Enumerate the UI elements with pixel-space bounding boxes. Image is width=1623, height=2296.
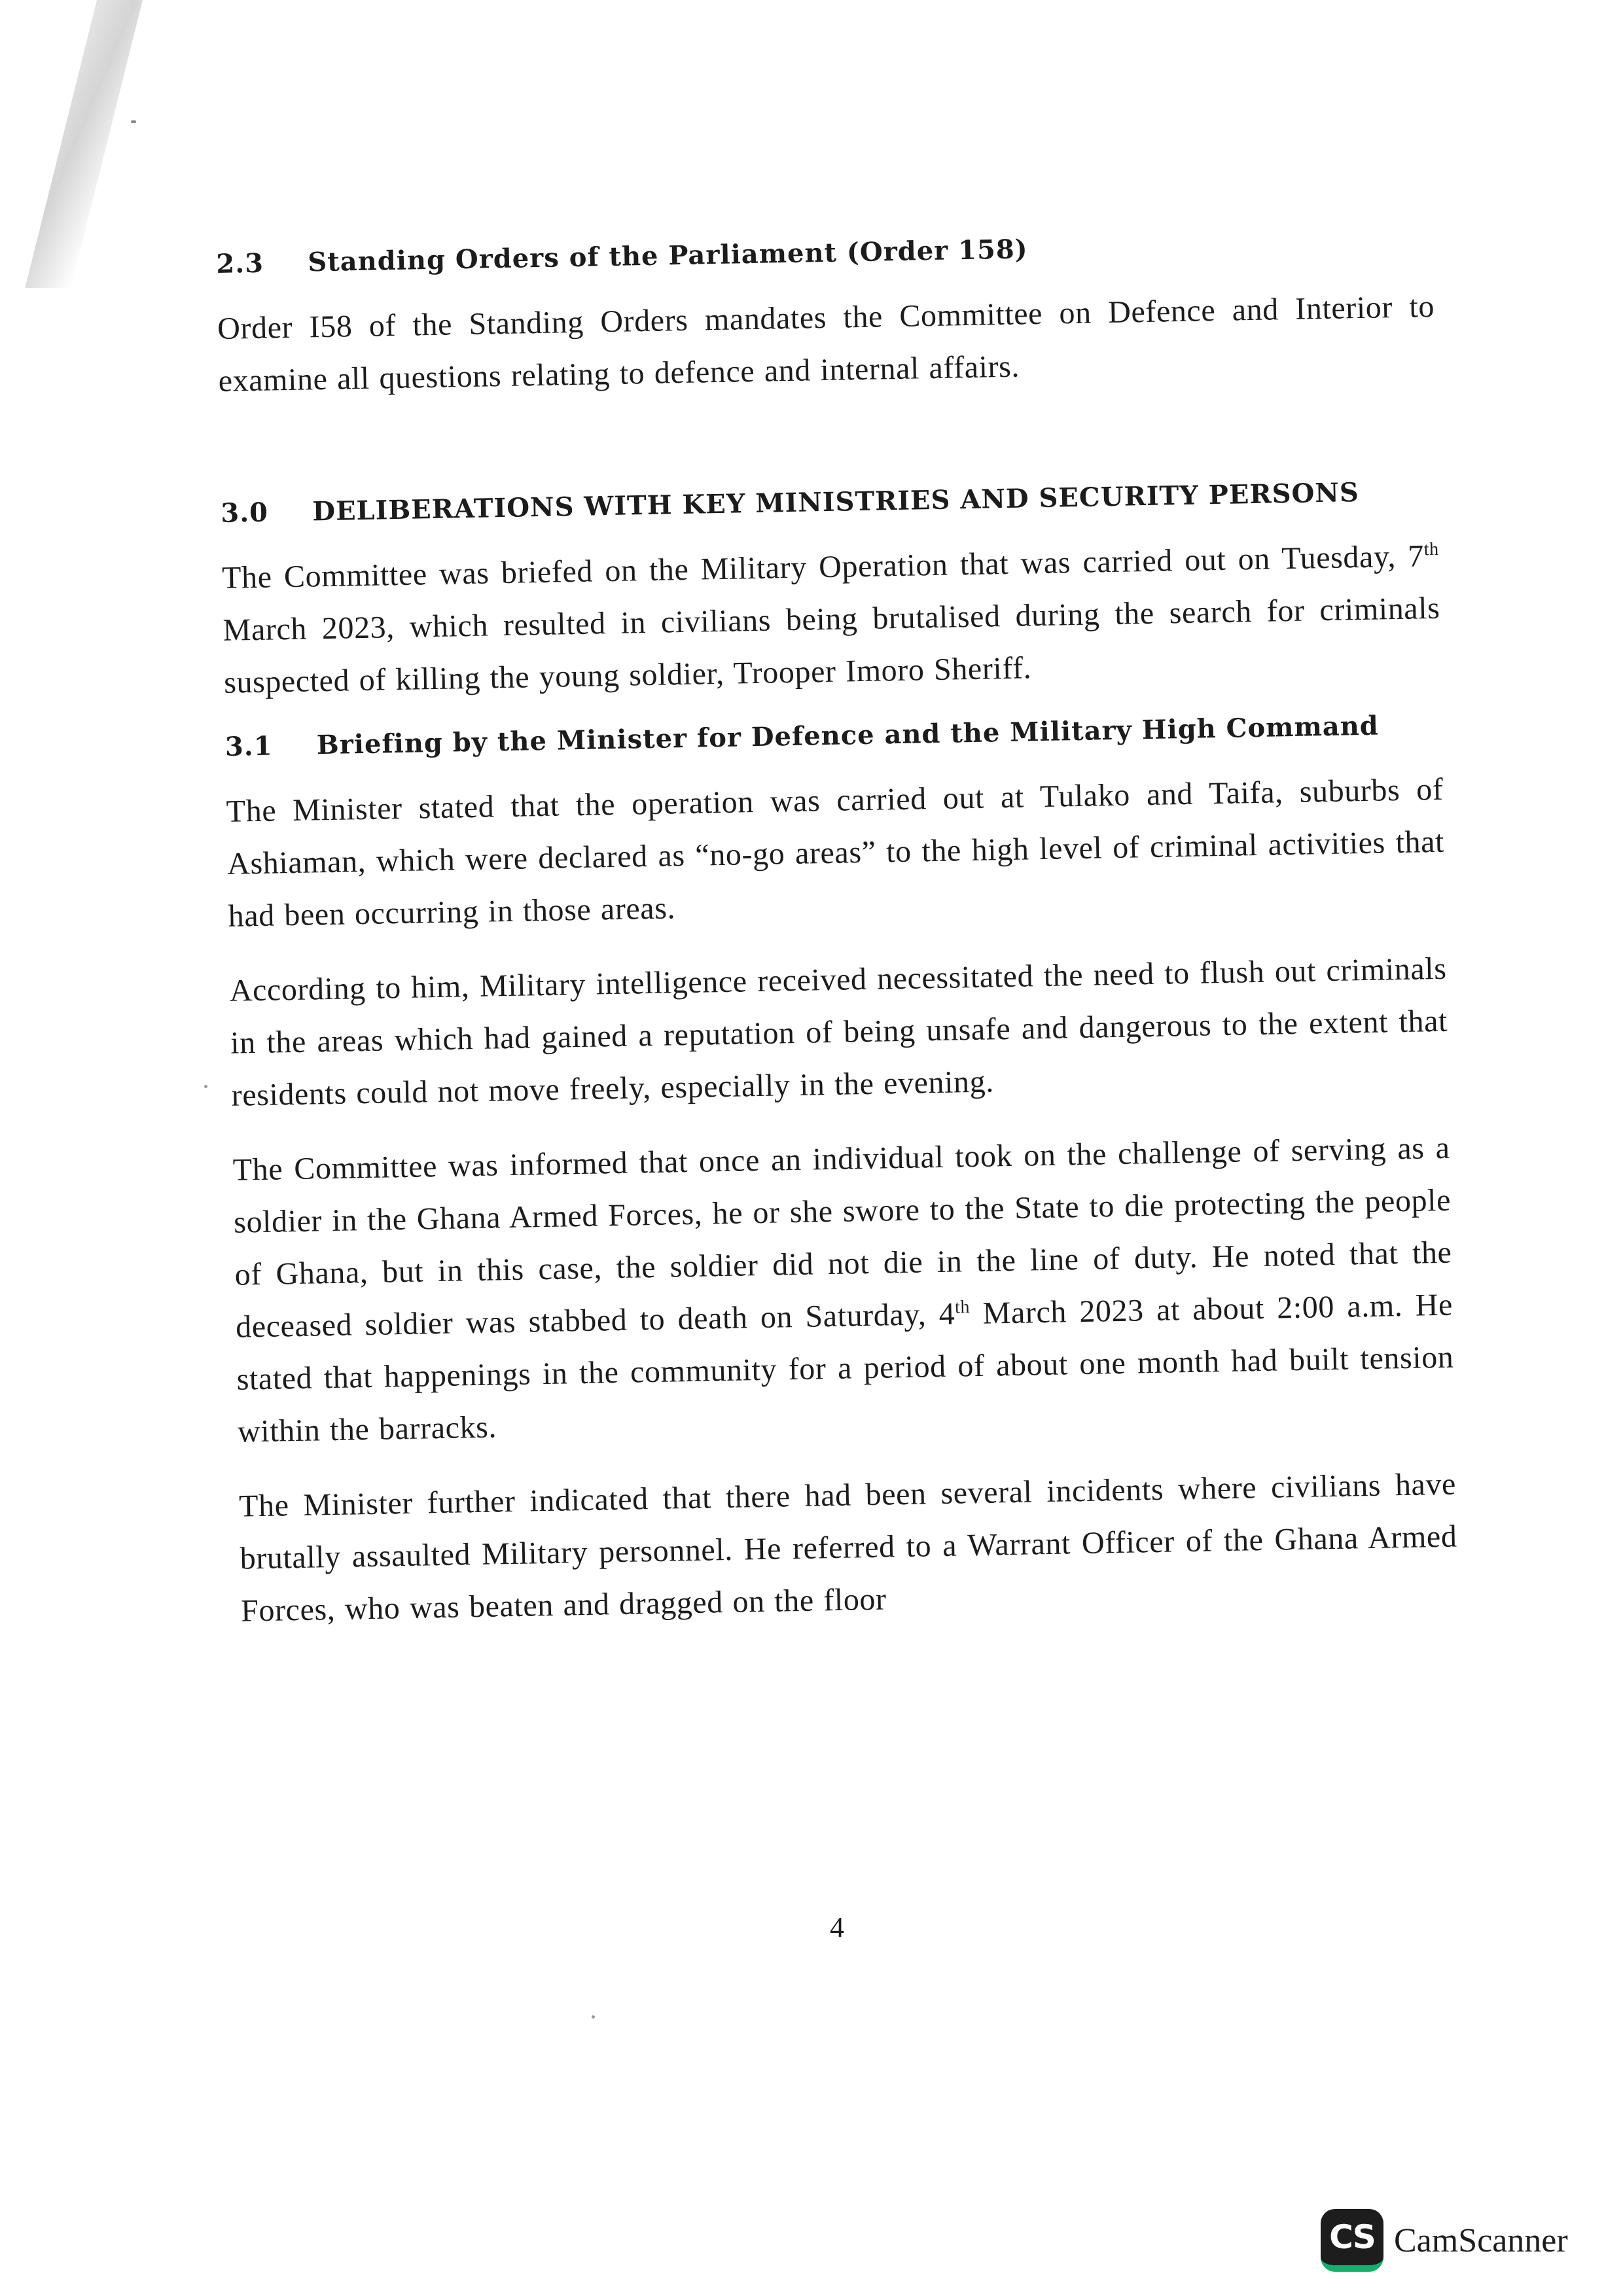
paragraph: The Committee was informed that once an individual took on the challenge of serving as a soldier in the Ghana Armed Forces, he or she swore to the State to die protecting the people of Ghana, but in this case, the soldier did not die in the line of duty. He noted that the deceased soldier was stabbed to death on Saturday, 4th March 2023 at about 2:00 a.m. He stated that happenings in the community for a period of about one month had built tension within the barracks. — [232, 1130, 1454, 1449]
camscanner-name: CamScanner — [1394, 2221, 1568, 2259]
page-number: 4 — [830, 1911, 844, 1943]
ordinal-suffix: th — [954, 1297, 971, 1318]
ordinal-suffix: th — [1423, 539, 1440, 560]
section-number: 3.1 — [224, 730, 273, 762]
document-page — [216, 226, 1459, 1660]
scan-speck — [204, 1085, 207, 1088]
camscanner-logo: CS — [1321, 2209, 1383, 2272]
section-title: Briefing by the Minister for Defence and the Military High Command — [316, 710, 1380, 761]
section-number: 2.3 — [216, 247, 264, 279]
section-title: DELIBERATIONS WITH KEY MINISTRIES AND SECURITY PERSONS — [312, 477, 1360, 527]
section-heading-3-1 — [225, 709, 1443, 762]
paragraph: The Minister stated that the operation was carried out at Tulako and Taifa, suburbs of Ashiaman, which were declared as “no-go areas” to the high level of criminal activities that had been occurring in those areas. — [226, 771, 1445, 934]
section-number: 3.0 — [220, 497, 269, 529]
section-heading-2-3 — [216, 226, 1434, 279]
paragraph: Order I58 of the Standing Orders mandates the Committee on Defence and Interior to examine all questions relating to defence and internal affairs. — [217, 289, 1435, 398]
section-title: Standing Orders of the Parliament (Order 158) — [307, 234, 1029, 278]
scan-shadow-edge — [25, 0, 143, 288]
paragraph: The Minister further indicated that there had been several incidents where civilians have brutally assaulted Military personnel. He referred to a Warrant Officer of the Ghana Armed Forces, who was beaten and dragged on the floor — [238, 1466, 1457, 1629]
scan-artifact — [131, 120, 136, 123]
paragraph: According to him, Military intelligence received necessitated the need to flush out criminals in the areas which had gained a reputation of being unsafe and dangerous to the extent that residents could not move freely, especially in the evening. — [229, 951, 1448, 1113]
paragraph: The Committee was briefed on the Military Operation that was carried out on Tuesday, 7th March 2023, which resulted in civilians being brutalised during the search for criminals suspected of killing the young soldier, Trooper Imoro Sheriff. — [221, 539, 1440, 700]
camscanner-watermark — [1321, 2209, 1568, 2272]
scan-speck — [592, 2015, 595, 2019]
